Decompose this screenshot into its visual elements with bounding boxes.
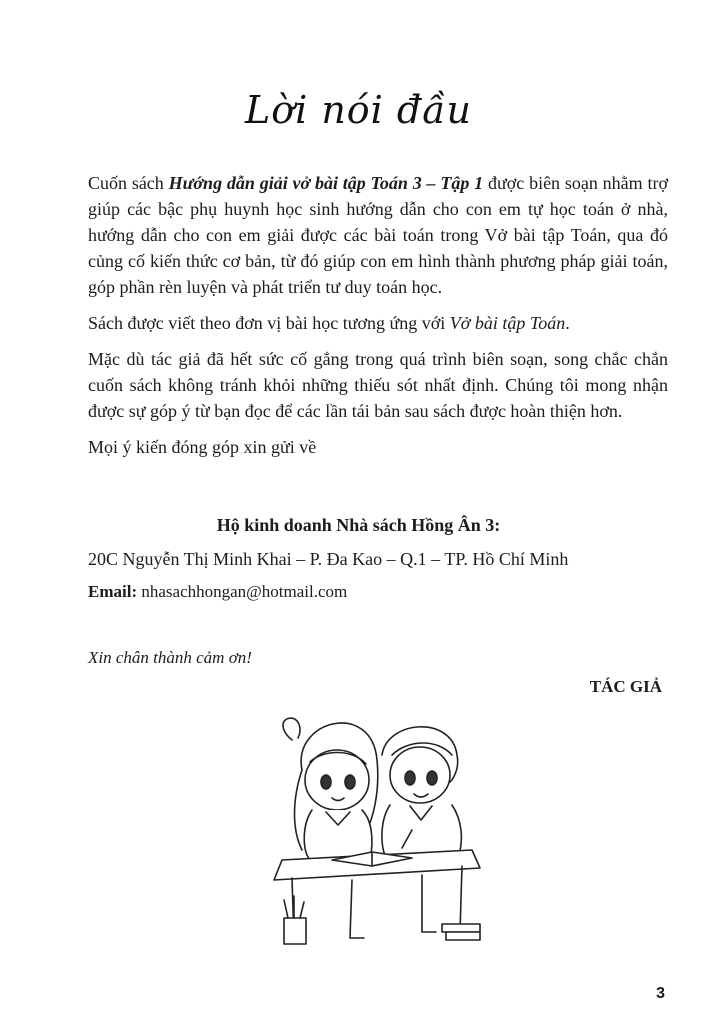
author-signature: TÁC GIẢ — [589, 677, 662, 696]
workbook-title: Vở bài tập Toán — [449, 313, 566, 333]
paragraph-intro — [88, 170, 668, 300]
structure-end: . — [565, 313, 570, 333]
paragraph-structure — [88, 310, 668, 336]
structure-lead: Sách được viết theo đơn vị bài học tương ứng với — [88, 313, 450, 333]
page-title: Lời nói đầu — [244, 88, 472, 132]
paragraph-apology: Mặc dù tác giả đã hết sức cố gắng trong quá trình biên soạn, song chắc chắn cuốn sách không tránh khỏi những thiếu sót nhất định. Chúng tôi mong nhận được sự góp ý từ bạn đọc để các lần tái bản sau sách được hoàn thiện hơn. — [88, 349, 668, 421]
paragraph-feedback: Mọi ý kiến đóng góp xin gửi về — [88, 437, 317, 457]
children-studying-illustration — [262, 700, 492, 955]
email-label: Email: — [88, 582, 138, 601]
business-name: Hộ kinh doanh Nhà sách Hồng Ân 3: — [216, 515, 501, 535]
preface-body — [88, 170, 668, 470]
email-value: nhasachhongan@hotmail.com — [137, 582, 348, 601]
book-title: Hướng dẫn giải vở bài tập Toán 3 – Tập 1 — [168, 173, 484, 193]
intro-rest: được biên soạn nhằm trợ giúp các bậc phụ huynh học sinh hướng dẫn cho con em tự học toán ở nhà, hướng dẫn cho con em giải được các bài toán trong Vở bài tập Toán, qua đó củng cố kiến thức cơ bản, từ đó giúp con em hình thành phương pháp giải toán, góp phần rèn luyện và phát triển tư duy toán học. — [88, 173, 668, 297]
intro-lead: Cuốn sách — [88, 173, 169, 193]
thanks-text: Xin chân thành cảm ơn! — [88, 648, 252, 667]
business-address: 20C Nguyễn Thị Minh Khai – P. Đa Kao – Q.1 – TP. Hồ Chí Minh — [88, 549, 569, 569]
email-row — [88, 582, 688, 602]
page-number: 3 — [656, 985, 665, 1002]
